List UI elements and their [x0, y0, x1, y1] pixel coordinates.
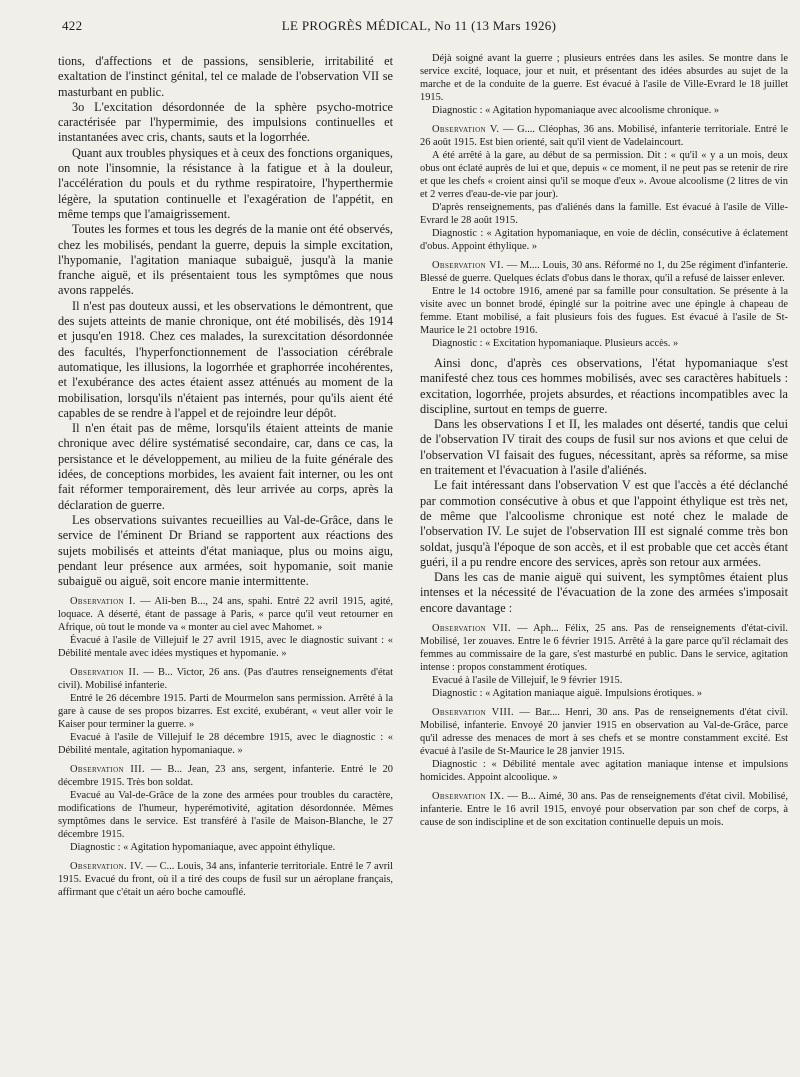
observation-text: Entre le 14 octobre 1916, amené par sa famille pour consultation. Se présente à la visite avec un bonnet brodé, épinglé sur la poitrine avec une épingle à chapeau de femme. Etant mobilisé, a fait plusieurs fois des fugues. Est évacué à l'asile de St-Maurice le 21 octobre 1916. — [420, 286, 788, 336]
observation-text: Evacué à l'asile de Villejuif, le 9 février 1915. — [432, 675, 623, 687]
observation-text: Évacué à l'asile de Villejuif le 27 avril 1915, avec le diagnostic suivant : « Débilité mentale avec idées mystiques et hypomanie. » — [58, 635, 393, 660]
paragraph: 3o L'excitation désordonnée de la sphère psycho-motrice caractérisée par l'hypermimie, des impulsions continuelles et instantanées avec cris, chants, sauts et la logorrhée. — [58, 99, 393, 145]
paragraph: Quant aux troubles physiques et à ceux des fonctions organiques, on note l'insomnie, la résistance à la fatigue et à la douleur, l'accélération du pouls et du rythme respiratoire, l'hyperthermie légère, la sputation continuelle et l'exagération de l'appétit, en même temps que l'amaigrissement. — [58, 145, 393, 221]
observation-text: — B... Victor, 26 ans. (Pas d'autres renseignements d'état civil). Mobilisé infanterie. — [58, 667, 393, 692]
observation-text: Diagnostic : « Débilité mentale avec agitation maniaque intense et impulsions homicides. Appoint alcoolique. » — [420, 759, 788, 784]
observation-text: Diagnostic : « Agitation hypomaniaque avec alcoolisme chronique. » — [432, 105, 720, 116]
left-column — [58, 54, 393, 1067]
observation-2 — [58, 666, 393, 692]
observation-text: Evacué à l'asile de Villejuif le 28 décembre 1915, avec le diagnostic : « Débilité mentale, agitation hypomaniaque. » — [58, 732, 393, 757]
paragraph: Il n'en était pas de même, lorsqu'ils étaient atteints de manie chronique avec délire systématisé secondaire, car, dans ce cas, la persistance et le développement, au milieu de la fuite générale des idées, de conceptions morbides, les avaient fait interner, ou les ont fait réformer temporairement, dès leur arrivée au corps, après la déclaration de guerre. — [58, 421, 393, 512]
observation-text: A été arrêté à la gare, au début de sa permission. Dit : « qu'il « y a un mois, deux obus ont éclaté auprès de lui et que, depuis « ce moment, il ne peut pas se retenir de rire et que les chefs « croient ainsi qu'il se moque d'eux ». Avoue alcoolisme (2 litres de vin et 2 verres d'eau-de-vie par jour). — [420, 150, 788, 200]
observation-text: Diagnostic : « Agitation hypomaniaque, en voie de déclin, consécutive à éclatement d'obus. Appoint éthylique. » — [420, 228, 788, 252]
observation-9 — [420, 790, 788, 829]
observation-label: Observation VIII. — [432, 707, 515, 719]
observation-text: — G.... Cléophas, 36 ans. Mobilisé, infanterie territoriale. Entré le 26 août 1915. Est bien orienté, sait qu'il vient de Vadelaincourt. — [420, 124, 788, 148]
observation-text: — B... Jean, 23 ans, sergent, infanterie. Entré le 20 décembre 1915. Très bon soldat. — [58, 764, 393, 789]
running-title: LE PROGRÈS MÉDICAL, No 11 (13 Mars 1926) — [281, 18, 557, 33]
page-number: 422 — [62, 18, 83, 33]
observation-label: Observation VI. — [432, 260, 504, 271]
observation-text: — Bar.... Henri, 30 ans. Pas de renseignements d'état civil. Mobilisé, infanterie. Envoyé 20 janvier 1915 en observation au Val-de-Grâce, parce qu'il adresse des menaces de mort à ses chefs et se montre constamment excité. Est évacué à l'asile de St-Maurice le 28 janvier 1915. — [420, 707, 788, 758]
paragraph: Toutes les formes et tous les degrés de la manie ont été observés, chez les mobilisés, pendant la guerre, depuis la simple excitation, l'hypomanie, l'agitation maniaque subaiguë, jusqu'à la manie franche aiguë, et ils présentaient tous les symptômes que nous avons rappelés. — [58, 222, 393, 298]
observation-5 — [420, 123, 788, 149]
observation-text: Diagnostic : « Agitation hypomaniaque, avec appoint éthylique. — [70, 842, 336, 854]
observation-text: — C... Louis, 34 ans, infanterie territoriale. Entré le 7 avril 1915. Evacué du front, où il a tiré des coups de fusil sur un aéroplane français, affirmant que c'était un aéro boche camouflé. — [58, 861, 393, 899]
paragraph: tions, d'affections et de passions, sensiblerie, irritabilité et exaltation de l'instinct génital, tel ce malade de l'observation VII se masturbant en public. — [58, 54, 393, 99]
paragraph: Le fait intéressant dans l'observation V est que l'accès a été déclanché par commotion consécutive à obus et que l'appoint éthylique est très net, de même que l'alcoolisme chronique est noté chez le malade de l'observation IV. Le sujet de l'observation III est signalé comme très bon soldat, jusqu'à l'époque de son accès, et il est probable que cet accès étant guéri, il a pu rendre encore des services, après son retour aux armées. — [420, 478, 788, 569]
observation-text: Déjà soigné avant la guerre ; plusieurs entrées dans les asiles. Se montre dans le service excité, loquace, jour et nuit, et présentant des idées absurdes au sujet de la marche et de la conduite de la guerre. Est évacué à l'asile de Ville-Evrard le 18 juillet 1915. — [420, 53, 788, 103]
right-column — [420, 52, 788, 1067]
observation-label: Observation. IV. — [70, 861, 144, 873]
observation-label: Observation IX. — [432, 791, 505, 803]
observation-text: D'après renseignements, pas d'aliénés dans la famille. Est évacué à l'asile de Ville-Evrard le 28 août 1915. — [420, 202, 788, 226]
observation-text: — Aph... Félix, 25 ans. Pas de renseignements d'état-civil. Mobilisé, 1er zouaves. Entre le 6 février 1915. Arrêté à la gare parce qu'il réclamait des femmes au commissaire de la gare, s'est masturbé en public. Dans le service, agitation intense : propos constamment érotiques. — [420, 623, 788, 674]
observation-label: Observation V. — [432, 124, 500, 135]
observation-4 — [58, 860, 393, 899]
paragraph: Dans les observations I et II, les malades ont déserté, tandis que celui de l'observation IV tirait des coups de fusil sur nos avions et que celui de l'observation VI faisait des fugues, nécessitant, après sa réforme, sa mise en traitement et l'évacuation à l'asile d'aliénés. — [420, 417, 788, 478]
observation-label: Observation III. — [70, 764, 145, 776]
observation-text: — B... Aimé, 30 ans. Pas de renseignements d'état civil. Mobilisé, infanterie. Entre le 16 avril 1915, envoyé pour observation par son chef de corps, à cause de son indiscipline et de son excitation continuelle depuis un mois. — [420, 791, 788, 829]
paragraph: Ainsi donc, d'après ces observations, l'état hypomaniaque s'est manifesté chez tous ces hommes mobilisés, avec ses caractères habituels : excitation, logorrhée, projets absurdes, et réactions incompatibles avec la discipline, surtout en temps de guerre. — [420, 356, 788, 416]
paragraph: Les observations suivantes recueillies au Val-de-Grâce, dans le service de l'éminent Dr Briand se rapportent aux réactions des sujets mobilisés et atteints d'état maniaque, plus ou moins aigu, pendant leur présence aux armées, soit hypomanie, soit manie subaiguë ou aiguë, soit encore manie intermittente. — [58, 512, 393, 589]
observation-text: — M.... Louis, 30 ans. Réformé no 1, du 25e régiment d'infanterie. Blessé de guerre. Quelques éclats d'obus dans le thorax, qu'il a refusé de laisser enlever. — [420, 260, 788, 284]
observation-text: — Ali-ben B..., 24 ans, spahi. Entré 22 avril 1915, agité, loquace. A déserté, étant de passage à Paris, « parce qu'il veut retourner en Afrique, où tout le monde va « monter au ciel avec Mahomet. » — [58, 596, 393, 634]
observation-1 — [58, 595, 393, 634]
observation-7 — [420, 622, 788, 674]
observation-text: Diagnostic : « Excitation hypomaniaque. Plusieurs accès. » — [432, 338, 679, 349]
paragraph: Dans les cas de manie aiguë qui suivent, les symptômes étaient plus intenses et la nécessité de l'évacuation de la zone des armées s'imposait encore davantage : — [420, 570, 788, 615]
page-header — [62, 18, 776, 36]
observation-label: Observation II. — [70, 667, 140, 679]
observation-text: Diagnostic : « Agitation maniaque aiguë. Impulsions érotiques. » — [432, 688, 703, 700]
observation-text: Entré le 26 décembre 1915. Parti de Mourmelon sans permission. Arrêté à la gare à cause de ses propos bizarres. Est excité, exubérant, « veut aller voir le Kaiser pour terminer la guerre. » — [58, 693, 393, 731]
paragraph: Il n'est pas douteux aussi, et les observations le démontrent, que des sujets atteints de manie chronique, ont été mobilisés, dès 1914 et jusqu'en 1918. Chez ces malades, la surexcitation désordonnée des facultés, l'hyperfonctionnement de l'association cérébrale automatique, les illusions, la logorrhée et graphorrée incohérentes, et l'exubérance des actes étaient assez atténués au moment de la mobilisation, lorsqu'ils n'étaient pas internés, pour qu'ils aient été capables de se rendre à l'appel et de rejoindre leur dépôt. — [58, 298, 393, 420]
observation-label: Observation VII. — [432, 623, 511, 635]
observation-3 — [58, 763, 393, 789]
observation-label: Observation I. — [70, 596, 136, 608]
observation-8 — [420, 706, 788, 758]
observation-text: Evacué au Val-de-Grâce de la zone des armées pour troubles du caractère, modifications de l'humeur, hyperémotivité, agitation désordonnée. Mêmes symptômes dans le service. Est transféré à l'asile de Maison-Blanche, le 27 décembre 1915. — [58, 790, 393, 841]
observation-6 — [420, 259, 788, 285]
